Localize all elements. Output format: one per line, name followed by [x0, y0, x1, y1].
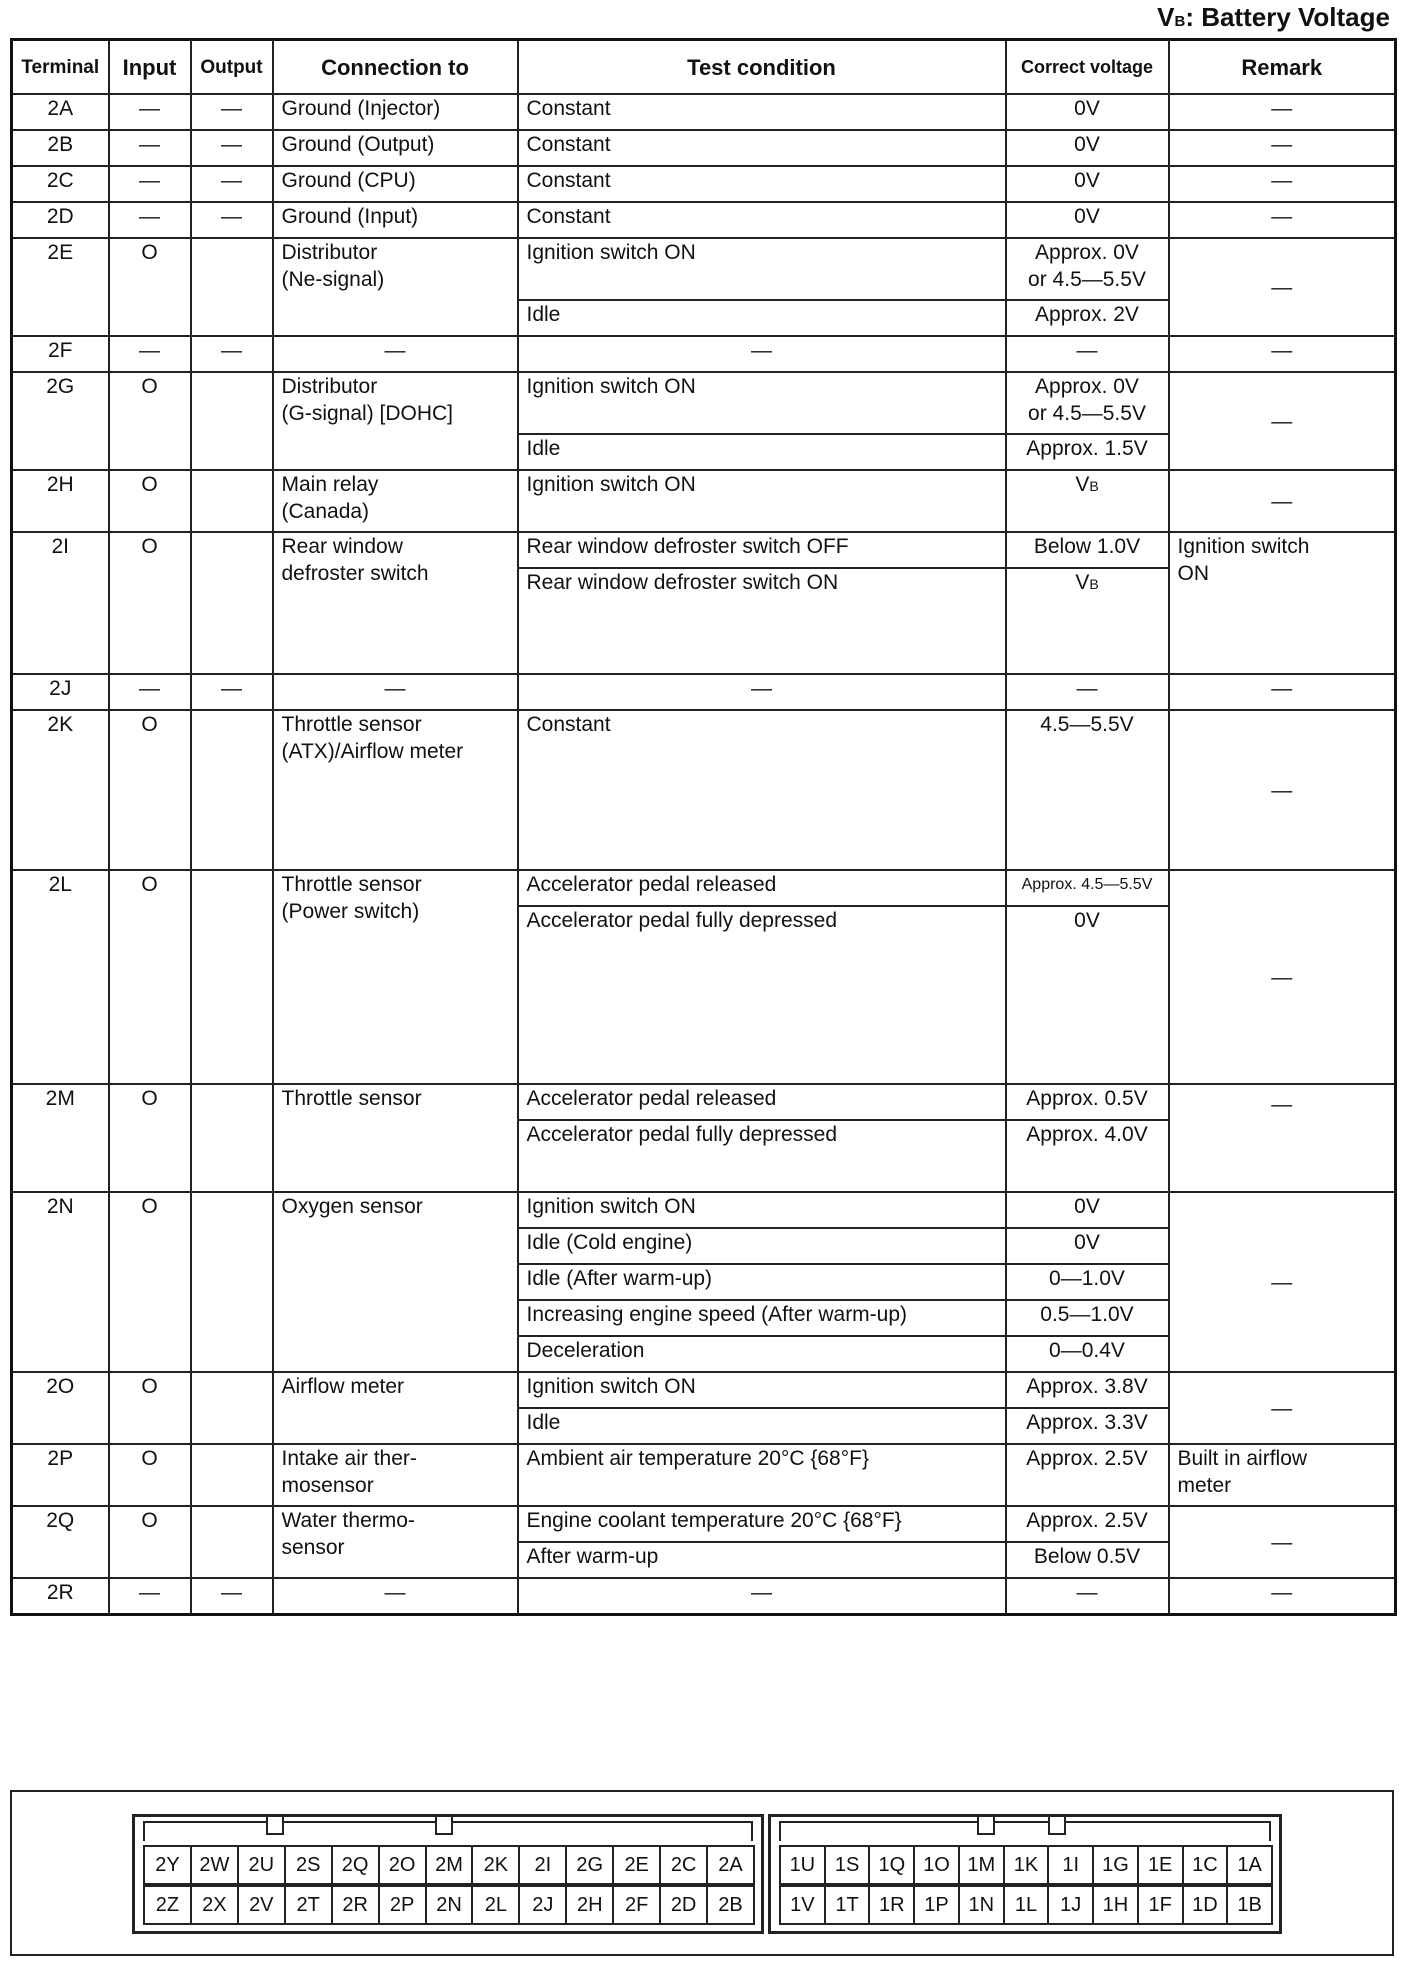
condition-cell: Rear window defroster switch ON [518, 568, 1006, 674]
input-cell: — [109, 94, 191, 130]
remark-cell: — [1169, 674, 1396, 710]
connector-pin-2m: 2M [425, 1845, 474, 1885]
connector-2 [132, 1814, 764, 1934]
condition-cell: Constant [518, 166, 1006, 202]
output-cell [191, 710, 273, 870]
connector-pin-1m: 1M [958, 1845, 1005, 1885]
condition-cell: Ignition switch ON [518, 1372, 1006, 1408]
terminal-cell: 2I [12, 532, 109, 674]
voltage-cell: Below 1.0V [1006, 532, 1169, 568]
condition-cell: After warm-up [518, 1542, 1006, 1578]
connection-cell: Water thermo- sensor [273, 1506, 518, 1578]
output-cell: — [191, 166, 273, 202]
table-row [12, 1506, 1396, 1542]
voltage-cell: 0V [1006, 202, 1169, 238]
voltage-cell: Below 0.5V [1006, 1542, 1169, 1578]
remark-cell: Ignition switch ON [1169, 532, 1396, 674]
output-cell [191, 1372, 273, 1444]
connector-pin-2u: 2U [237, 1845, 286, 1885]
header-connection: Connection to [273, 40, 518, 95]
remark-cell: — [1169, 470, 1396, 532]
terminal-cell: 2K [12, 710, 109, 870]
connection-cell: Main relay (Canada) [273, 470, 518, 532]
table-row [12, 710, 1396, 870]
condition-cell: Idle [518, 1408, 1006, 1444]
connector-pin-2s: 2S [284, 1845, 333, 1885]
connection-cell: Rear window defroster switch [273, 532, 518, 674]
condition-cell: Constant [518, 202, 1006, 238]
header-output: Output [191, 40, 273, 95]
terminal-cell: 2B [12, 130, 109, 166]
table-row [12, 1444, 1396, 1506]
input-cell: O [109, 710, 191, 870]
voltage-cell: Approx. 2.5V [1006, 1506, 1169, 1542]
condition-cell: Accelerator pedal fully depressed [518, 906, 1006, 1084]
condition-cell: Rear window defroster switch OFF [518, 532, 1006, 568]
output-cell: — [191, 130, 273, 166]
connector-pin-1g: 1G [1092, 1845, 1139, 1885]
connector-pin-1s: 1S [824, 1845, 871, 1885]
terminal-cell: 2H [12, 470, 109, 532]
condition-cell: Constant [518, 710, 1006, 870]
output-cell [191, 532, 273, 674]
output-cell [191, 238, 273, 336]
condition-cell: — [518, 674, 1006, 710]
input-cell: O [109, 470, 191, 532]
connection-cell: Throttle sensor (Power switch) [273, 870, 518, 1084]
connector-pin-1r: 1R [868, 1885, 915, 1925]
voltage-cell: VB [1006, 568, 1169, 674]
connector-key [266, 1817, 284, 1835]
terminal-cell: 2A [12, 94, 109, 130]
connector-pin-2x: 2X [190, 1885, 239, 1925]
input-cell: O [109, 532, 191, 674]
table-row [12, 870, 1396, 906]
output-cell: — [191, 674, 273, 710]
input-cell: — [109, 130, 191, 166]
remark-cell: — [1169, 130, 1396, 166]
connection-cell: Throttle sensor [273, 1084, 518, 1192]
connection-cell: Ground (Input) [273, 202, 518, 238]
connector-key [435, 1817, 453, 1835]
terminal-cell: 2R [12, 1578, 109, 1615]
output-cell [191, 1192, 273, 1372]
connector-pin-1l: 1L [1003, 1885, 1050, 1925]
header-terminal: Terminal [12, 40, 109, 95]
condition-cell: Ignition switch ON [518, 470, 1006, 532]
connector-pin-2b: 2B [706, 1885, 755, 1925]
remark-cell: Built in airflow meter [1169, 1444, 1396, 1506]
voltage-cell: Approx. 2V [1006, 300, 1169, 336]
remark-cell: — [1169, 166, 1396, 202]
remark-cell: — [1169, 372, 1396, 470]
input-cell: O [109, 870, 191, 1084]
voltage-cell: Approx. 0V or 4.5—5.5V [1006, 238, 1169, 300]
connector-pin-1d: 1D [1182, 1885, 1229, 1925]
header-remark: Remark [1169, 40, 1396, 95]
connector-pin-2e: 2E [612, 1845, 661, 1885]
connector-pin-2q: 2Q [331, 1845, 380, 1885]
terminal-cell: 2C [12, 166, 109, 202]
header-input: Input [109, 40, 191, 95]
connector-pin-1v: 1V [779, 1885, 826, 1925]
output-cell: — [191, 202, 273, 238]
terminal-cell: 2L [12, 870, 109, 1084]
connector-pin-2l: 2L [471, 1885, 520, 1925]
remark-cell: — [1169, 710, 1396, 870]
connection-cell: Oxygen sensor [273, 1192, 518, 1372]
connector-key [1048, 1817, 1066, 1835]
connector-pin-1i: 1I [1047, 1845, 1094, 1885]
condition-cell: Idle (After warm-up) [518, 1264, 1006, 1300]
voltage-cell: 0—1.0V [1006, 1264, 1169, 1300]
connector-pin-2p: 2P [378, 1885, 427, 1925]
output-cell: — [191, 336, 273, 372]
voltage-cell: 0V [1006, 906, 1169, 1084]
connector-pin-2d: 2D [659, 1885, 708, 1925]
voltage-cell: Approx. 0V or 4.5—5.5V [1006, 372, 1169, 434]
connector-pin-2k: 2K [471, 1845, 520, 1885]
condition-cell: Ambient air temperature 20°C {68°F} [518, 1444, 1006, 1506]
connector-pin-1o: 1O [913, 1845, 960, 1885]
connector-pin-2t: 2T [284, 1885, 333, 1925]
connector-pin-1c: 1C [1182, 1845, 1229, 1885]
table-row [12, 1372, 1396, 1408]
table-header [12, 40, 1396, 95]
input-cell: O [109, 1506, 191, 1578]
condition-cell: Ignition switch ON [518, 372, 1006, 434]
voltage-cell: Approx. 4.5—5.5V [1006, 870, 1169, 906]
input-cell: O [109, 1192, 191, 1372]
connection-cell: Intake air ther- mosensor [273, 1444, 518, 1506]
output-cell: — [191, 1578, 273, 1615]
output-cell [191, 1506, 273, 1578]
voltage-cell: Approx. 3.8V [1006, 1372, 1169, 1408]
voltage-cell: 0V [1006, 130, 1169, 166]
remark-cell: — [1169, 336, 1396, 372]
voltage-cell: 0V [1006, 1192, 1169, 1228]
input-cell: — [109, 202, 191, 238]
remark-cell: — [1169, 1084, 1396, 1192]
voltage-cell: 0V [1006, 1228, 1169, 1264]
header-voltage: Correct voltage [1006, 40, 1169, 95]
remark-cell: — [1169, 94, 1396, 130]
connector-pin-2v: 2V [237, 1885, 286, 1925]
condition-cell: Constant [518, 94, 1006, 130]
connector-pin-1j: 1J [1047, 1885, 1094, 1925]
connector-pin-1e: 1E [1137, 1845, 1184, 1885]
voltage-cell: 0.5—1.0V [1006, 1300, 1169, 1336]
input-cell: — [109, 166, 191, 202]
terminal-cell: 2O [12, 1372, 109, 1444]
voltage-cell: Approx. 0.5V [1006, 1084, 1169, 1120]
remark-cell: — [1169, 1372, 1396, 1444]
voltage-cell: — [1006, 674, 1169, 710]
connection-cell: Ground (Output) [273, 130, 518, 166]
connector-pin-1p: 1P [913, 1885, 960, 1925]
terminal-cell: 2Q [12, 1506, 109, 1578]
table-row [12, 1578, 1396, 1615]
condition-cell: Accelerator pedal released [518, 1084, 1006, 1120]
terminal-cell: 2G [12, 372, 109, 470]
connection-cell: Ground (CPU) [273, 166, 518, 202]
terminal-cell: 2D [12, 202, 109, 238]
voltage-cell: Approx. 3.3V [1006, 1408, 1169, 1444]
connector-key [977, 1817, 995, 1835]
connection-cell: — [273, 1578, 518, 1615]
output-cell [191, 870, 273, 1084]
voltage-cell: Approx. 1.5V [1006, 434, 1169, 470]
condition-cell: Engine coolant temperature 20°C {68°F} [518, 1506, 1006, 1542]
table-row [12, 238, 1396, 300]
table-row [12, 130, 1396, 166]
condition-cell: Idle [518, 300, 1006, 336]
table-row [12, 336, 1396, 372]
connector-pin-1a: 1A [1226, 1845, 1273, 1885]
terminal-cell: 2M [12, 1084, 109, 1192]
table-row [12, 372, 1396, 434]
connector-pin-1b: 1B [1226, 1885, 1273, 1925]
battery-voltage-note: VB: Battery Voltage [1157, 2, 1390, 32]
connector-pin-2i: 2I [518, 1845, 567, 1885]
connector-pin-2z: 2Z [143, 1885, 192, 1925]
table-row [12, 532, 1396, 568]
terminal-voltage-table [10, 38, 1397, 1616]
connector-pin-2o: 2O [378, 1845, 427, 1885]
remark-cell: — [1169, 870, 1396, 1084]
connector-pin-1u: 1U [779, 1845, 826, 1885]
condition-cell: Increasing engine speed (After warm-up) [518, 1300, 1006, 1336]
voltage-cell: 0V [1006, 166, 1169, 202]
terminal-cell: 2J [12, 674, 109, 710]
terminal-cell: 2E [12, 238, 109, 336]
input-cell: O [109, 1444, 191, 1506]
connector-1 [768, 1814, 1282, 1934]
input-cell: O [109, 238, 191, 336]
voltage-cell: 0—0.4V [1006, 1336, 1169, 1372]
output-cell [191, 470, 273, 532]
connector-pin-2n: 2N [425, 1885, 474, 1925]
connector-pin-2h: 2H [565, 1885, 614, 1925]
remark-cell: — [1169, 238, 1396, 336]
input-cell: O [109, 1084, 191, 1192]
condition-cell: Constant [518, 130, 1006, 166]
connector-pin-1q: 1Q [868, 1845, 915, 1885]
input-cell: O [109, 1372, 191, 1444]
connection-cell: Ground (Injector) [273, 94, 518, 130]
table-row [12, 166, 1396, 202]
voltage-cell: Approx. 4.0V [1006, 1120, 1169, 1192]
input-cell: — [109, 1578, 191, 1615]
connector-ledge [779, 1821, 1271, 1841]
table-row [12, 1084, 1396, 1120]
table-row [12, 674, 1396, 710]
condition-cell: Accelerator pedal released [518, 870, 1006, 906]
condition-cell: Ignition switch ON [518, 238, 1006, 300]
connection-cell: Throttle sensor (ATX)/Airflow meter [273, 710, 518, 870]
input-cell: — [109, 336, 191, 372]
output-cell: — [191, 94, 273, 130]
connection-cell: Airflow meter [273, 1372, 518, 1444]
output-cell [191, 372, 273, 470]
connection-cell: — [273, 336, 518, 372]
input-cell: — [109, 674, 191, 710]
input-cell: O [109, 372, 191, 470]
voltage-cell: 4.5—5.5V [1006, 710, 1169, 870]
condition-cell: Deceleration [518, 1336, 1006, 1372]
table-row [12, 202, 1396, 238]
output-cell [191, 1444, 273, 1506]
connection-cell: Distributor (G-signal) [DOHC] [273, 372, 518, 470]
connector-pin-1f: 1F [1137, 1885, 1184, 1925]
connector-diagram [10, 1790, 1394, 1956]
voltage-cell: — [1006, 336, 1169, 372]
output-cell [191, 1084, 273, 1192]
voltage-cell: — [1006, 1578, 1169, 1615]
connector-pin-2a: 2A [706, 1845, 755, 1885]
condition-cell: Idle (Cold engine) [518, 1228, 1006, 1264]
table-row [12, 94, 1396, 130]
connector-pin-1k: 1K [1003, 1845, 1050, 1885]
connector-pin-1n: 1N [958, 1885, 1005, 1925]
condition-cell: Ignition switch ON [518, 1192, 1006, 1228]
terminal-cell: 2P [12, 1444, 109, 1506]
connector-pin-2w: 2W [190, 1845, 239, 1885]
table-row [12, 470, 1396, 532]
voltage-cell: VB [1006, 470, 1169, 532]
table-row [12, 1192, 1396, 1228]
connector-pin-2f: 2F [612, 1885, 661, 1925]
connector-pin-2y: 2Y [143, 1845, 192, 1885]
connector-pin-2j: 2J [518, 1885, 567, 1925]
terminal-cell: 2N [12, 1192, 109, 1372]
connector-pin-1t: 1T [824, 1885, 871, 1925]
condition-cell: — [518, 1578, 1006, 1615]
terminal-cell: 2F [12, 336, 109, 372]
remark-cell: — [1169, 1578, 1396, 1615]
header-condition: Test condition [518, 40, 1006, 95]
voltage-cell: 0V [1006, 94, 1169, 130]
condition-cell: — [518, 336, 1006, 372]
connector-pin-1h: 1H [1092, 1885, 1139, 1925]
remark-cell: — [1169, 1506, 1396, 1578]
condition-cell: Idle [518, 434, 1006, 470]
connection-cell: — [273, 674, 518, 710]
voltage-cell: Approx. 2.5V [1006, 1444, 1169, 1506]
remark-cell: — [1169, 202, 1396, 238]
condition-cell: Accelerator pedal fully depressed [518, 1120, 1006, 1192]
connector-pin-2c: 2C [659, 1845, 708, 1885]
remark-cell: — [1169, 1192, 1396, 1372]
connection-cell: Distributor (Ne-signal) [273, 238, 518, 336]
connector-pin-2g: 2G [565, 1845, 614, 1885]
connector-pin-2r: 2R [331, 1885, 380, 1925]
